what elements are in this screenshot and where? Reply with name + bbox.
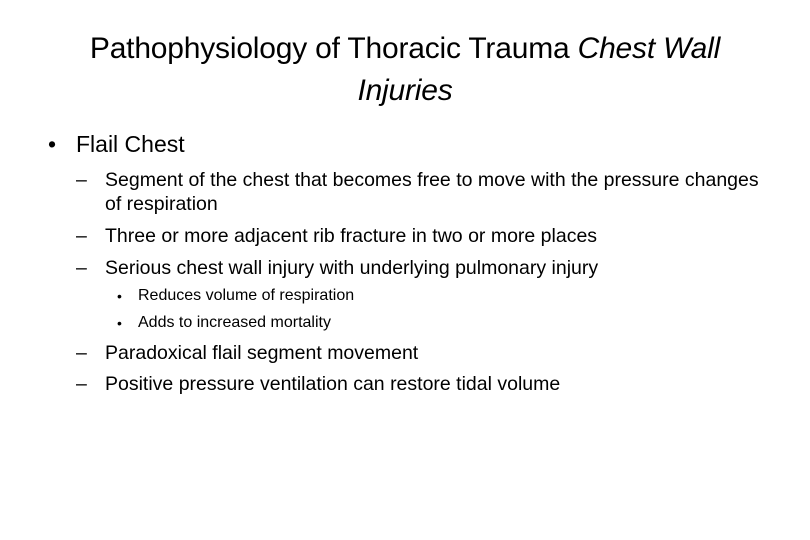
sub-bullet-rib-fracture: [76, 224, 776, 248]
bullet-label: Flail Chest: [76, 131, 185, 157]
sub-bullet-text: Serious chest wall injury with underlying pulmonary injury: [105, 257, 599, 279]
sub-bullet-text: Segment of the chest that becomes free to move with the pressure changes of respiration: [105, 169, 759, 215]
dash-marker: –: [76, 169, 87, 191]
sub-bullet-ventilation: [76, 372, 776, 396]
dash-marker: –: [76, 342, 87, 364]
sub-bullet-text: Three or more adjacent rib fracture in two or more places: [105, 225, 598, 247]
dash-marker: –: [76, 373, 87, 395]
bullet-marker: •: [117, 288, 122, 304]
sub-bullet-text: Positive pressure ventilation can restore tidal volume: [105, 373, 561, 395]
slide-title-italic: Chest Wall Injuries: [357, 32, 721, 107]
sub-bullet-serious-injury: [76, 256, 776, 280]
sub-bullet-paradoxical: [76, 341, 776, 365]
dash-marker: –: [76, 257, 87, 279]
sub-bullet-segment: [76, 168, 776, 216]
sub-sub-bullet-text: Adds to increased mortality: [138, 314, 331, 331]
sub-sub-bullet-text: Reduces volume of respiration: [138, 287, 355, 304]
bullet-marker: •: [117, 315, 122, 331]
bullet-marker: •: [48, 131, 57, 157]
sub-bullet-text: Paradoxical flail segment movement: [105, 342, 419, 364]
dash-marker: –: [76, 225, 87, 247]
slide-title: [40, 28, 770, 112]
slide-title-main: Pathophysiology of Thoracic Trauma: [89, 32, 570, 65]
